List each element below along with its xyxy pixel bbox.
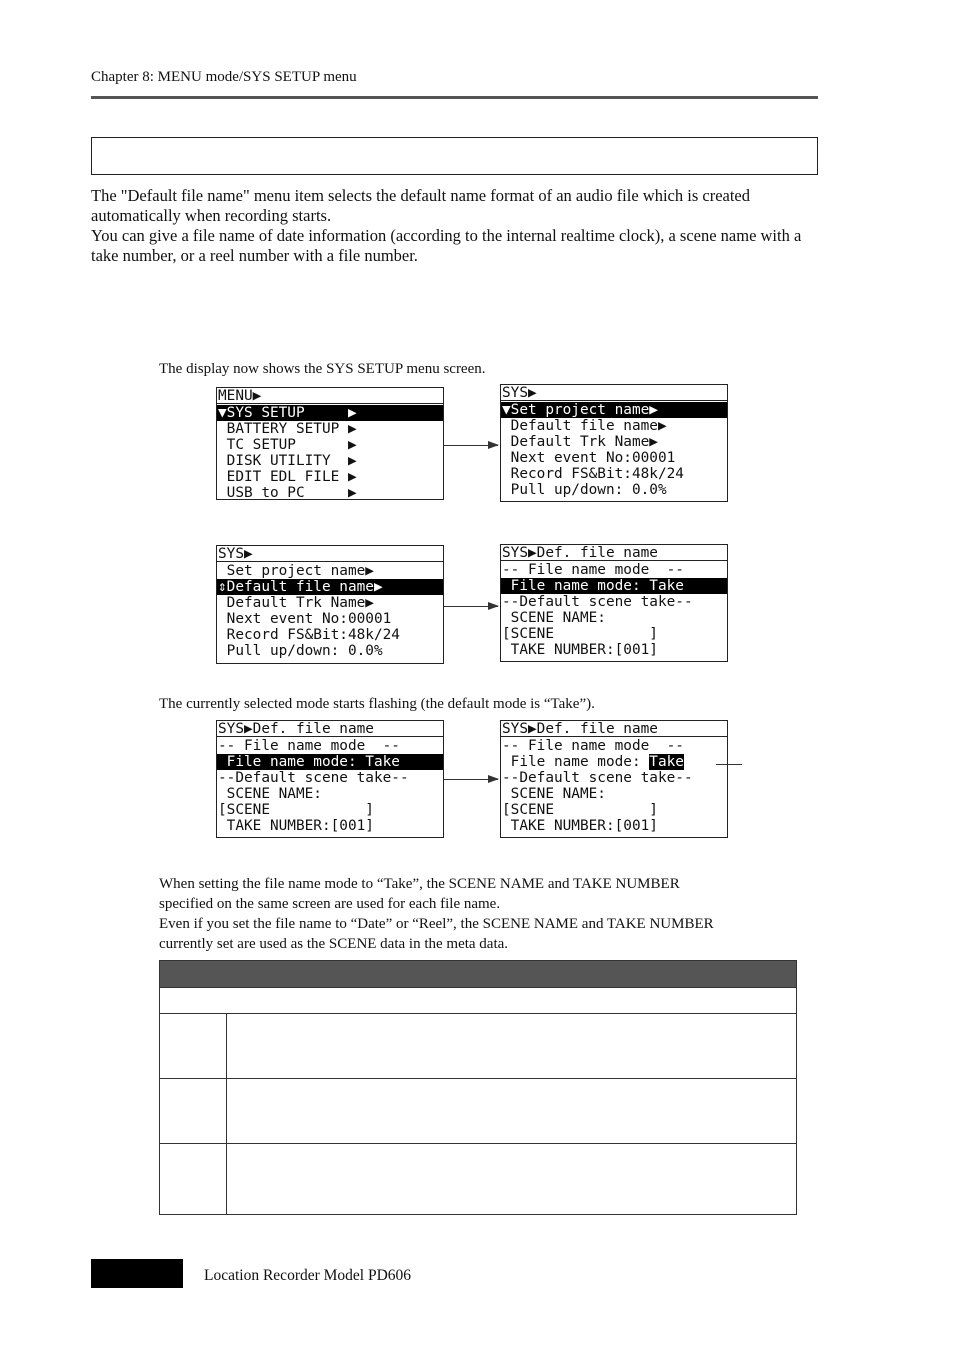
note-line: currently set are used as the SCENE data in the meta data. (159, 936, 509, 952)
lcd-line: Pull up/down: 0.0% (502, 482, 667, 498)
lcd-title: SYS▶Def. file name (501, 721, 727, 737)
lcd-line: TAKE NUMBER:[001] (502, 818, 658, 834)
lcd-line: Next event No:00001 (218, 611, 392, 627)
lcd-line: TC SETUP ▶ (218, 437, 357, 453)
intro-paragraph-1: The "Default file name" menu item selects the default name format of an audio file which is created automatically when recording starts. (91, 186, 751, 225)
lcd-title: SYS▶ (217, 546, 443, 562)
intro-paragraph-2: You can give a file name of date information (according to the internal realtime clock), a scene name with a take number, or a reel number with a file number. (91, 226, 802, 265)
lcd-menu-screen (216, 387, 444, 500)
lcd-line: [SCENE ] (502, 802, 658, 818)
footer-model: Location Recorder Model PD606 (204, 1267, 412, 1284)
note-line: Even if you set the file name to “Date” or “Reel”, the SCENE NAME and TAKE NUMBER (159, 916, 714, 932)
note-line: When setting the file name mode to “Take”, the SCENE NAME and TAKE NUMBER (159, 876, 680, 892)
mode-value-flashing: Take (649, 754, 684, 770)
lcd-line: -- File name mode -- (502, 738, 684, 754)
lcd-line: SCENE NAME: (218, 786, 322, 802)
lcd-line: BATTERY SETUP ▶ (218, 421, 357, 437)
arrow-right-icon (443, 606, 498, 607)
lcd-line: -- File name mode -- (218, 738, 400, 754)
lcd-line: Default Trk Name▶ (502, 434, 658, 450)
section-title-box (91, 137, 818, 175)
lcd-line: Pull up/down: 0.0% (218, 643, 383, 659)
lcd-line: SCENE NAME: (502, 786, 606, 802)
header-rule (91, 96, 818, 99)
lcd-line: TAKE NUMBER:[001] (218, 818, 374, 834)
lcd-def-file-name-flashing (500, 720, 728, 838)
arrow-right-icon (443, 779, 498, 780)
lcd-def-file-name-screen-2 (216, 720, 444, 838)
page-number-block (91, 1259, 183, 1288)
lcd-line: EDIT EDL FILE ▶ (218, 469, 357, 485)
lcd-line: File name mode: Take (217, 754, 443, 770)
lcd-title: MENU▶ (217, 388, 443, 404)
table-header (160, 961, 796, 987)
lcd-line: ▼SYS SETUP ▶ (217, 405, 443, 421)
lcd-line: Record FS&Bit:48k/24 (218, 627, 400, 643)
table-divider (160, 1143, 796, 1144)
lcd-line: --Default scene take-- (502, 594, 693, 610)
lcd-line: USB to PC ▶ (218, 485, 357, 501)
lcd-line: SCENE NAME: (502, 610, 606, 626)
lcd-title: SYS▶ (501, 385, 727, 401)
table-divider (160, 1013, 796, 1014)
note-line: specified on the same screen are used for each file name. (159, 896, 501, 912)
table-divider (160, 987, 796, 988)
lcd-line: --Default scene take-- (502, 770, 693, 786)
lcd-line: File name mode: Take (501, 578, 727, 594)
lcd-sys-screen-2 (216, 545, 444, 664)
lcd-line: Default file name▶ (502, 418, 667, 434)
lcd-line: Record FS&Bit:48k/24 (502, 466, 684, 482)
chapter-header: Chapter 8: MENU mode/SYS SETUP menu (91, 69, 357, 85)
notes-block (159, 874, 819, 954)
table-divider (160, 1078, 796, 1079)
lcd-line (501, 754, 727, 770)
lcd-line: ▼Set project name▶ (501, 402, 727, 418)
table-column-divider (226, 1013, 227, 1214)
file-name-mode-table (159, 960, 797, 1215)
lcd-def-file-name-screen (500, 544, 728, 662)
lcd-sys-screen (500, 384, 728, 502)
lcd-title: SYS▶Def. file name (217, 721, 443, 737)
lcd-line: Next event No:00001 (502, 450, 676, 466)
step1-note: The display now shows the SYS SETUP menu screen. (159, 361, 486, 377)
lcd-line: TAKE NUMBER:[001] (502, 642, 658, 658)
callout-line (716, 764, 742, 765)
step3-note: The currently selected mode starts flashing (the default mode is “Take”). (159, 696, 595, 712)
arrow-right-icon (443, 445, 498, 446)
lcd-line: DISK UTILITY ▶ (218, 453, 357, 469)
lcd-title: SYS▶Def. file name (501, 545, 727, 561)
lcd-line: -- File name mode -- (502, 562, 684, 578)
intro-text (91, 186, 821, 266)
lcd-line: Set project name▶ (218, 563, 374, 579)
lcd-line: [SCENE ] (218, 802, 374, 818)
mode-label: File name mode: (502, 754, 650, 770)
lcd-line: --Default scene take-- (218, 770, 409, 786)
lcd-line: ⇕Default file name▶ (217, 579, 443, 595)
lcd-line: Default Trk Name▶ (218, 595, 374, 611)
lcd-line: [SCENE ] (502, 626, 658, 642)
